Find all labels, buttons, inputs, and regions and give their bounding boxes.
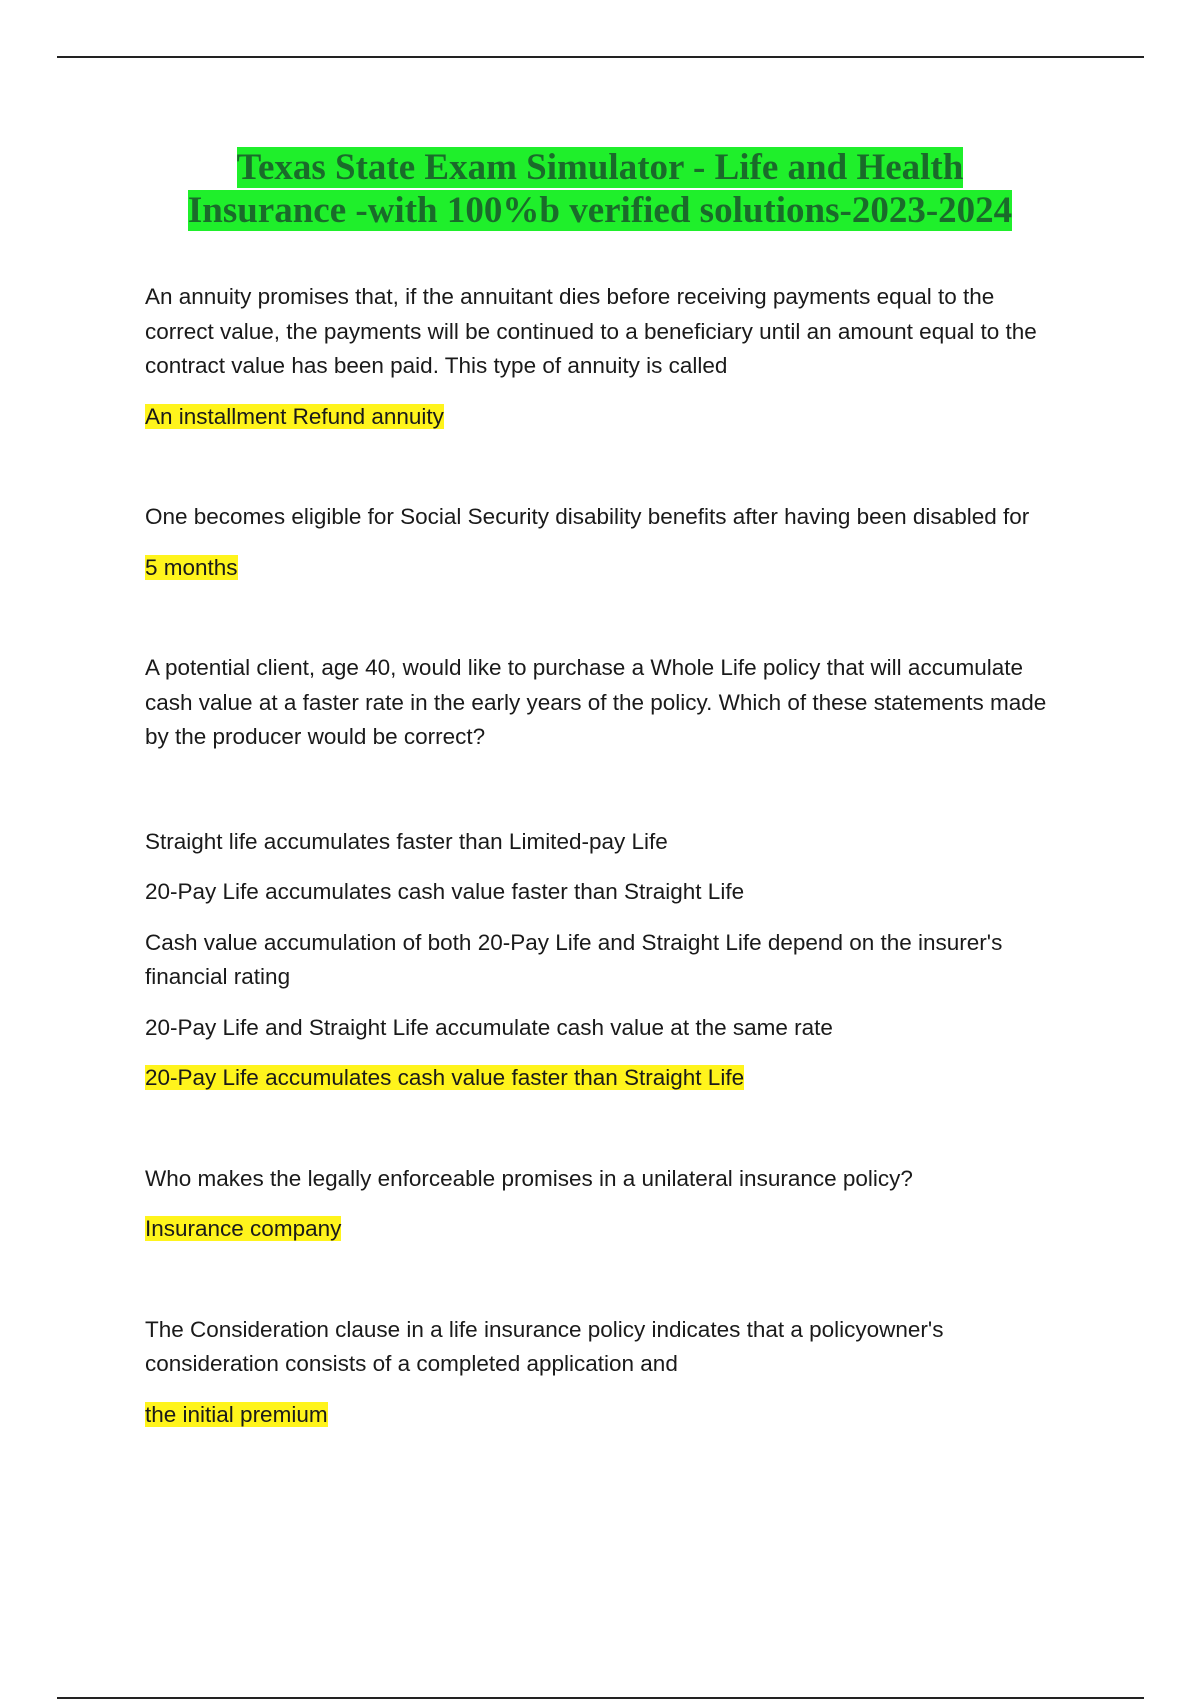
question-text: The Consideration clause in a life insurance policy indicates that a policyowner's consideration consists of a completed application and: [145, 1316, 944, 1376]
answer-text: Insurance company: [145, 1216, 342, 1241]
answer-text: the initial premium: [145, 1401, 328, 1427]
bottom-rule: [57, 1697, 1144, 1699]
question-text: One becomes eligible for Social Security disability benefits after having been disabled for: [145, 504, 1030, 529]
qa-item: [145, 1162, 1065, 1247]
answer: [145, 400, 1065, 435]
title-line-1: Texas State Exam Simulator - Life and Health: [236, 147, 964, 188]
question-text: An annuity promises that, if the annuitant dies before receiving payments equal to the correct value, the payments will be continued to a beneficiary until an amount equal to the contract value has been paid. This type of annuity is called: [145, 284, 1037, 378]
top-rule: [57, 56, 1144, 58]
answer: [145, 551, 1065, 586]
qa-list: [145, 280, 1065, 1432]
qa-item: [145, 280, 1065, 434]
qa-item: [145, 500, 1065, 585]
answer-text: An installment Refund annuity: [145, 403, 444, 429]
title-line-2: Insurance -with 100%b verified solutions-2023-2024: [187, 190, 1013, 231]
answer-text: 20-Pay Life accumulates cash value faster than Straight Life: [145, 1065, 745, 1090]
answer-text: 5 months: [145, 554, 238, 580]
question-text: Who makes the legally enforceable promises in a unilateral insurance policy?: [145, 1165, 913, 1191]
question-text: A potential client, age 40, would like to purchase a Whole Life policy that will accumulate cash value at a faster rate in the early years of the policy. Which of these statements made by the producer would be correct?: [145, 655, 1047, 749]
answer-option: Straight life accumulates faster than Limited-pay Life: [145, 828, 668, 854]
answer: [145, 1398, 1065, 1433]
answer-option: Cash value accumulation of both 20-Pay Life and Straight Life depend on the insurer's financial rating: [145, 929, 1003, 989]
document-title: [0, 146, 1200, 232]
answer-option: 20-Pay Life accumulates cash value faster than Straight Life: [145, 879, 745, 904]
answer: [145, 1061, 1065, 1096]
answer: [145, 1212, 1065, 1247]
qa-item: [145, 1313, 1065, 1433]
qa-item: [145, 651, 1065, 1096]
answer-option: 20-Pay Life and Straight Life accumulate cash value at the same rate: [145, 1014, 833, 1040]
